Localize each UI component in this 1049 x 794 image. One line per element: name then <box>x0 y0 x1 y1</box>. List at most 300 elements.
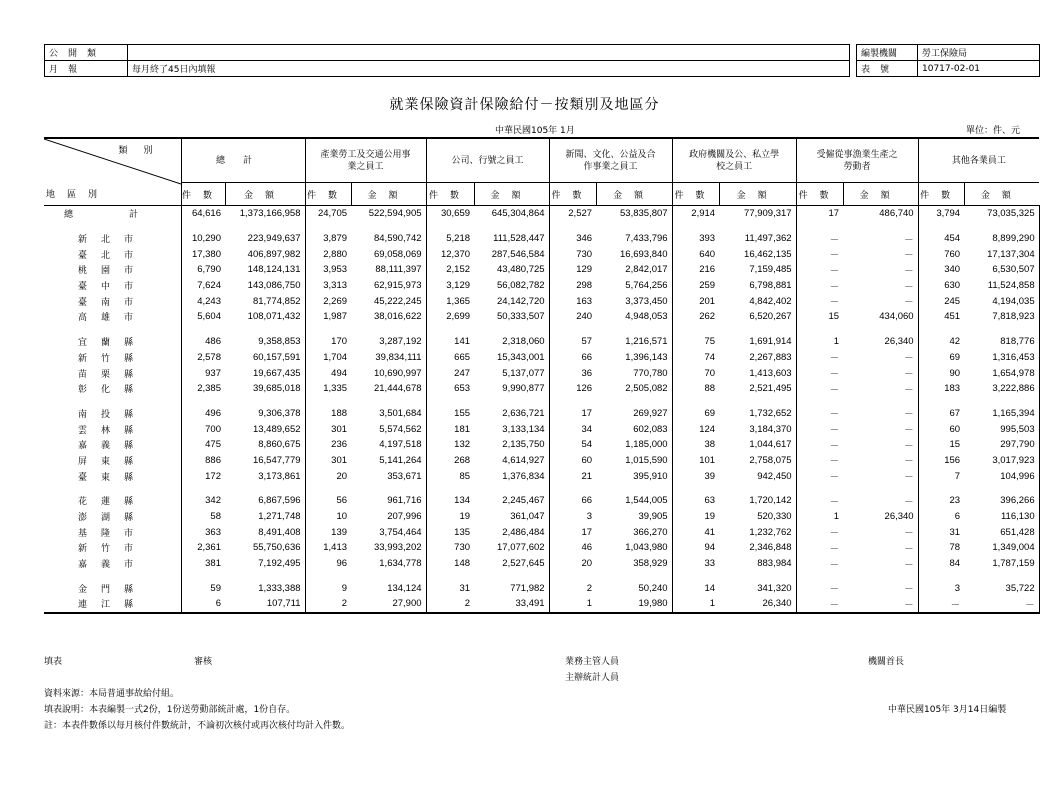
spacer-cell <box>181 397 225 406</box>
count-cell: 496 <box>205 407 221 419</box>
count-column-header: 件數 <box>796 183 843 206</box>
count-cell: － <box>829 250 840 262</box>
amount-cell: 33,993,202 <box>351 540 426 556</box>
amount-cell: 19,980 <box>596 596 672 613</box>
amount-cell: 5,141,264 <box>351 453 426 469</box>
spacer-cell <box>44 571 181 580</box>
area-name: 連江縣 <box>44 596 181 613</box>
org-label: 編製機關 <box>857 45 918 61</box>
amount-cell: － <box>843 262 918 278</box>
amount-cell: － <box>843 293 918 309</box>
amount-cell: 287,546,584 <box>474 246 549 262</box>
count-cell: 31 <box>459 582 471 594</box>
spacer-cell <box>918 325 964 334</box>
spacer-cell <box>719 484 796 493</box>
count-cell: 156 <box>944 454 961 466</box>
table-row <box>44 365 1039 381</box>
count-cell: 139 <box>331 526 348 538</box>
amount-cell: 3,173,861 <box>225 468 305 484</box>
amount-cell: 6,867,596 <box>225 493 305 509</box>
count-cell: 135 <box>454 526 471 538</box>
spacer-cell <box>918 571 964 580</box>
count-cell: － <box>829 496 840 508</box>
spacer-cell <box>719 397 796 406</box>
amount-cell: 3,133,134 <box>474 421 549 437</box>
group-header: 受僱從事漁業生產之勞動者 <box>796 138 918 183</box>
amount-cell: 9,306,378 <box>225 406 305 422</box>
corner-area-label: 地區別 <box>46 190 110 200</box>
amount-cell: 1,373,166,958 <box>225 206 305 222</box>
group-header: 產業勞工及交通公用事業之員工 <box>305 138 426 183</box>
amount-column-header: 金額 <box>474 183 549 206</box>
spacer-cell <box>719 222 796 231</box>
count-cell: 760 <box>944 248 961 260</box>
count-cell: 201 <box>699 295 716 307</box>
group-header: 新聞、文化、公益及合作事業之員工 <box>549 138 672 183</box>
count-cell: － <box>918 596 964 613</box>
amount-cell: 5,137,077 <box>474 365 549 381</box>
table-row <box>44 493 1039 509</box>
amount-cell: 107,711 <box>225 596 305 613</box>
count-cell: 494 <box>331 367 348 379</box>
amount-cell: 395,910 <box>596 468 672 484</box>
amount-cell: 3,017,923 <box>964 453 1039 469</box>
amount-cell: 11,524,858 <box>964 278 1039 294</box>
amount-cell: 81,774,852 <box>225 293 305 309</box>
count-cell: 2,527 <box>568 208 593 220</box>
count-cell: 342 <box>205 495 221 507</box>
area-name: 澎湖縣 <box>44 509 181 525</box>
spacer-cell <box>426 397 474 406</box>
count-cell: 38 <box>704 439 716 451</box>
spacer-row <box>44 571 1039 580</box>
report-period: 中華民國105年 1月 <box>495 126 575 136</box>
amount-cell: 39,834,111 <box>351 350 426 366</box>
spacer-cell <box>596 571 672 580</box>
count-column-header: 件數 <box>549 183 596 206</box>
amount-cell: 1,349,004 <box>964 540 1039 556</box>
amount-column-header: 金額 <box>225 183 305 206</box>
amount-cell: 24,142,720 <box>474 293 549 309</box>
instructions-note: 填表說明：本表編製一式2份，1份送勞動部統計處，1份自存。 <box>44 705 296 715</box>
count-cell: 6,790 <box>197 264 221 276</box>
count-cell: 1 <box>833 511 840 523</box>
amount-cell: 1,634,778 <box>351 556 426 572</box>
count-cell: 216 <box>699 264 716 276</box>
count-cell: 937 <box>205 367 221 379</box>
area-name: 臺南市 <box>44 293 181 309</box>
amount-cell: 6,520,267 <box>719 309 796 325</box>
amount-cell: 13,489,652 <box>225 421 305 437</box>
amount-cell: 8,899,290 <box>964 231 1039 247</box>
count-cell: 129 <box>576 264 593 276</box>
amount-cell: 53,835,807 <box>596 206 672 222</box>
amount-cell: 651,428 <box>964 524 1039 540</box>
amount-cell: 1,396,143 <box>596 350 672 366</box>
count-cell: 172 <box>205 470 221 482</box>
public-value <box>128 45 850 61</box>
header-right-box <box>856 44 1040 77</box>
count-cell: 24,705 <box>317 208 348 220</box>
public-label: 公開類 <box>45 45 128 61</box>
count-cell: 340 <box>944 264 961 276</box>
count-cell: 7,624 <box>197 280 221 292</box>
amount-cell: 39,905 <box>596 509 672 525</box>
table-row <box>44 246 1039 262</box>
amount-cell: 207,996 <box>351 509 426 525</box>
amount-cell: 55,750,636 <box>225 540 305 556</box>
spacer-cell <box>474 571 549 580</box>
count-cell: 141 <box>454 336 471 348</box>
count-cell: 183 <box>944 383 961 395</box>
spacer-cell <box>719 325 796 334</box>
count-column-header: 件數 <box>305 183 351 206</box>
spacer-cell <box>672 397 719 406</box>
count-cell: － <box>829 472 840 484</box>
spacer-cell <box>351 325 426 334</box>
count-cell: － <box>829 409 840 421</box>
amount-cell: 77,909,317 <box>719 206 796 222</box>
amount-cell: 1,232,762 <box>719 524 796 540</box>
amount-cell: 2,267,883 <box>719 350 796 366</box>
amount-cell: － <box>843 468 918 484</box>
count-cell: 148 <box>454 558 471 570</box>
amount-cell: 883,984 <box>719 556 796 572</box>
amount-cell: － <box>843 365 918 381</box>
amount-cell: 8,491,408 <box>225 524 305 540</box>
amount-cell: 645,304,864 <box>474 206 549 222</box>
area-name: 臺北市 <box>44 246 181 262</box>
amount-cell: 134,124 <box>351 580 426 596</box>
count-cell: 245 <box>944 295 961 307</box>
area-name: 彰化縣 <box>44 381 181 397</box>
count-cell: 34 <box>581 423 593 435</box>
amount-cell: 104,996 <box>964 468 1039 484</box>
spacer-row <box>44 325 1039 334</box>
amount-cell: 358,929 <box>596 556 672 572</box>
area-name: 嘉義縣 <box>44 437 181 453</box>
count-cell: 12,370 <box>440 248 471 260</box>
amount-cell: 5,574,562 <box>351 421 426 437</box>
count-cell: 17 <box>828 208 840 220</box>
amount-column-header: 金額 <box>719 183 796 206</box>
spacer-cell <box>596 397 672 406</box>
amount-cell: － <box>843 381 918 397</box>
count-cell: 4,243 <box>197 295 221 307</box>
table-row <box>44 406 1039 422</box>
spacer-cell <box>225 397 305 406</box>
spacer-cell <box>672 571 719 580</box>
reviewer-label: 審核 <box>194 657 213 667</box>
spacer-cell <box>843 571 918 580</box>
count-cell: 15 <box>828 311 840 323</box>
count-cell: － <box>829 234 840 246</box>
amount-cell: 6,798,881 <box>719 278 796 294</box>
amount-cell: 10,690,997 <box>351 365 426 381</box>
count-cell: 1 <box>549 596 596 613</box>
spacer-cell <box>351 397 426 406</box>
count-cell: 240 <box>576 311 593 323</box>
count-cell: 640 <box>699 248 716 260</box>
count-cell: 653 <box>454 383 471 395</box>
spacer-cell <box>474 397 549 406</box>
spacer-cell <box>44 484 181 493</box>
count-cell: 1,413 <box>323 542 348 554</box>
amount-cell: 111,528,447 <box>474 231 549 247</box>
amount-cell: 7,433,796 <box>596 231 672 247</box>
amount-cell: 995,503 <box>964 421 1039 437</box>
area-name: 苗栗縣 <box>44 365 181 381</box>
amount-cell: 520,330 <box>719 509 796 525</box>
amount-cell: 69,058,069 <box>351 246 426 262</box>
count-cell: 188 <box>331 407 348 419</box>
spacer-cell <box>796 571 843 580</box>
amount-cell: 2,346,848 <box>719 540 796 556</box>
spacer-cell <box>474 222 549 231</box>
table-row <box>44 309 1039 325</box>
count-cell: 96 <box>336 558 348 570</box>
spacer-cell <box>596 484 672 493</box>
spacer-cell <box>843 325 918 334</box>
count-cell: － <box>829 297 840 309</box>
amount-cell: － <box>843 540 918 556</box>
amount-cell: － <box>843 524 918 540</box>
amount-cell: 223,949,637 <box>225 231 305 247</box>
amount-cell: 1,316,453 <box>964 350 1039 366</box>
amount-cell: 84,590,742 <box>351 231 426 247</box>
count-cell: 19 <box>704 511 716 523</box>
count-cell: 2,880 <box>323 248 348 260</box>
amount-cell: 4,842,402 <box>719 293 796 309</box>
footnote: 註：本表件數係以每月核付件數統計，不論初次核付或再次核付均計入件數。 <box>44 721 351 731</box>
count-cell: 66 <box>581 351 593 363</box>
count-cell: 85 <box>459 470 471 482</box>
count-cell: 67 <box>949 407 961 419</box>
amount-cell: 5,764,256 <box>596 278 672 294</box>
amount-cell: 1,333,388 <box>225 580 305 596</box>
spacer-cell <box>44 222 181 231</box>
spacer-cell <box>596 222 672 231</box>
table-row <box>44 350 1039 366</box>
statistics-table <box>44 137 1040 614</box>
amount-cell: 2,135,750 <box>474 437 549 453</box>
spacer-cell <box>672 325 719 334</box>
count-cell: 57 <box>581 336 593 348</box>
area-name: 宜蘭縣 <box>44 334 181 350</box>
area-name: 嘉義市 <box>44 556 181 572</box>
count-cell: 10,290 <box>191 233 221 245</box>
area-name: 桃園市 <box>44 262 181 278</box>
amount-cell: 818,776 <box>964 334 1039 350</box>
amount-cell: 2,842,017 <box>596 262 672 278</box>
amount-cell: 1,413,603 <box>719 365 796 381</box>
amount-cell: 17,137,304 <box>964 246 1039 262</box>
count-cell: 20 <box>581 558 593 570</box>
spacer-cell <box>305 222 351 231</box>
amount-cell: 1,043,980 <box>596 540 672 556</box>
count-cell: 2,269 <box>323 295 348 307</box>
area-name: 雲林縣 <box>44 421 181 437</box>
count-cell: 17 <box>581 526 593 538</box>
supervisor-label: 業務主管人員 <box>565 657 620 667</box>
count-cell: 70 <box>704 367 716 379</box>
count-cell: 23 <box>949 495 961 507</box>
count-cell: 20 <box>336 470 348 482</box>
spacer-cell <box>964 222 1039 231</box>
count-cell: 64,616 <box>191 208 221 220</box>
spacer-cell <box>918 484 964 493</box>
count-cell: － <box>829 281 840 293</box>
count-cell: 60 <box>581 454 593 466</box>
amount-cell: 21,444,678 <box>351 381 426 397</box>
count-cell: 41 <box>704 526 716 538</box>
count-cell: 301 <box>331 423 348 435</box>
spacer-cell <box>672 222 719 231</box>
count-cell: 2 <box>586 582 593 594</box>
count-cell: 59 <box>210 582 221 594</box>
spacer-cell <box>181 325 225 334</box>
count-cell: 58 <box>210 511 221 523</box>
amount-cell: － <box>843 596 918 613</box>
spacer-cell <box>426 222 474 231</box>
spacer-cell <box>351 222 426 231</box>
count-cell: 268 <box>454 454 471 466</box>
count-cell: 54 <box>581 439 593 451</box>
amount-cell: 406,897,982 <box>225 246 305 262</box>
count-cell: 39 <box>704 470 716 482</box>
spacer-row <box>44 222 1039 231</box>
count-cell: － <box>829 456 840 468</box>
count-cell: 163 <box>576 295 593 307</box>
spacer-cell <box>596 325 672 334</box>
spacer-cell <box>305 397 351 406</box>
count-cell: 1,335 <box>323 383 348 395</box>
spacer-cell <box>843 222 918 231</box>
area-name: 新竹市 <box>44 540 181 556</box>
count-cell: 3 <box>586 511 593 523</box>
amount-cell: 50,240 <box>596 580 672 596</box>
count-cell: 19 <box>459 511 471 523</box>
area-name: 臺中市 <box>44 278 181 294</box>
header-left-box <box>44 44 850 77</box>
amount-cell: 1,216,571 <box>596 334 672 350</box>
count-cell: 301 <box>331 454 348 466</box>
count-cell: 78 <box>949 542 961 554</box>
count-cell: 31 <box>949 526 961 538</box>
amount-cell: 38,016,622 <box>351 309 426 325</box>
area-name: 新竹縣 <box>44 350 181 366</box>
amount-cell: － <box>843 453 918 469</box>
spacer-cell <box>796 397 843 406</box>
amount-cell: 88,111,397 <box>351 262 426 278</box>
page-title: 就業保險資計保險給付－按類別及地區分 <box>389 97 660 113</box>
amount-cell: 15,343,001 <box>474 350 549 366</box>
count-cell: 2,361 <box>197 542 221 554</box>
area-name: 新北市 <box>44 231 181 247</box>
table-row <box>44 206 1039 222</box>
amount-cell: 961,716 <box>351 493 426 509</box>
table-row <box>44 437 1039 453</box>
spacer-cell <box>426 571 474 580</box>
amount-cell: 43,480,725 <box>474 262 549 278</box>
count-cell: 69 <box>949 351 961 363</box>
count-cell: 155 <box>454 407 471 419</box>
spacer-cell <box>843 397 918 406</box>
count-cell: 886 <box>205 454 221 466</box>
count-cell: 5,218 <box>446 233 471 245</box>
count-cell: 14 <box>704 582 716 594</box>
spacer-cell <box>964 397 1039 406</box>
amount-cell: 1,165,394 <box>964 406 1039 422</box>
table-row <box>44 334 1039 350</box>
amount-cell: 4,614,927 <box>474 453 549 469</box>
amount-cell: 16,462,135 <box>719 246 796 262</box>
table-row <box>44 421 1039 437</box>
area-name: 金門縣 <box>44 580 181 596</box>
count-cell: 5,604 <box>197 311 221 323</box>
count-cell: － <box>796 596 843 613</box>
count-cell: 84 <box>949 558 961 570</box>
group-header: 其他各業員工 <box>918 138 1039 183</box>
amount-cell: 116,130 <box>964 509 1039 525</box>
count-cell: 17 <box>581 407 593 419</box>
amount-cell: 73,035,325 <box>964 206 1039 222</box>
count-cell: 259 <box>699 280 716 292</box>
amount-cell: 1,376,834 <box>474 468 549 484</box>
spacer-cell <box>549 325 596 334</box>
amount-column-header: 金額 <box>351 183 426 206</box>
count-cell: － <box>829 265 840 277</box>
count-cell: 6 <box>954 511 961 523</box>
amount-cell: 2,636,721 <box>474 406 549 422</box>
amount-cell: 11,497,362 <box>719 231 796 247</box>
count-cell: 46 <box>581 542 593 554</box>
amount-cell: 3,373,450 <box>596 293 672 309</box>
count-cell: 36 <box>581 367 593 379</box>
count-cell: 132 <box>454 439 471 451</box>
group-header: 政府機關及公、私立學校之員工 <box>672 138 796 183</box>
spacer-cell <box>474 484 549 493</box>
form-value: 10717-02-01 <box>918 61 1040 77</box>
count-cell: 88 <box>704 383 716 395</box>
count-cell: 94 <box>704 542 716 554</box>
amount-cell: － <box>964 596 1039 613</box>
spacer-row <box>44 397 1039 406</box>
amount-cell: 16,693,840 <box>596 246 672 262</box>
count-column-header: 件數 <box>918 183 964 206</box>
count-cell: 2,578 <box>197 351 221 363</box>
amount-cell: 1,654,978 <box>964 365 1039 381</box>
table-row <box>44 381 1039 397</box>
count-cell: 2 <box>305 596 351 613</box>
amount-cell: － <box>843 556 918 572</box>
amount-cell: 148,124,131 <box>225 262 305 278</box>
count-cell: 1,704 <box>323 351 348 363</box>
amount-cell: 2,486,484 <box>474 524 549 540</box>
amount-cell: 56,082,782 <box>474 278 549 294</box>
count-cell: 454 <box>944 233 961 245</box>
amount-column-header: 金額 <box>980 190 1023 201</box>
amount-cell: 26,340 <box>843 334 918 350</box>
count-cell: 1 <box>672 596 719 613</box>
spacer-cell <box>549 397 596 406</box>
area-name: 屏東縣 <box>44 453 181 469</box>
spacer-cell <box>305 484 351 493</box>
amount-column-header: 金額 <box>843 183 918 206</box>
amount-cell: 7,159,485 <box>719 262 796 278</box>
spacer-cell <box>474 325 549 334</box>
amount-cell: 1,720,142 <box>719 493 796 509</box>
